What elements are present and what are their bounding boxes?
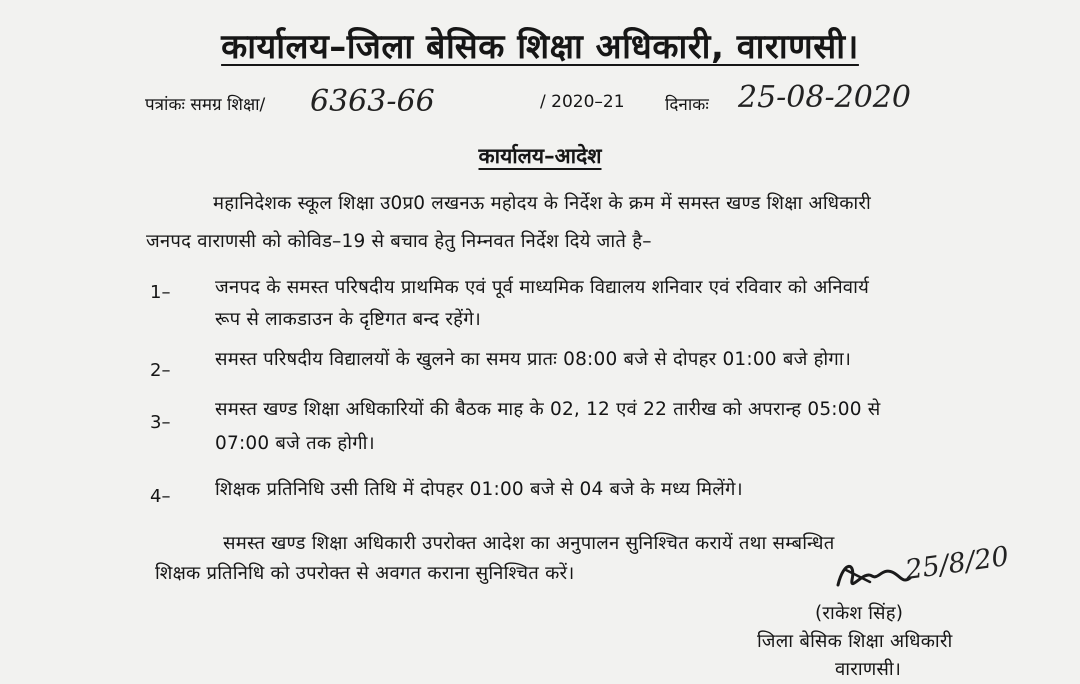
intro-line-1: महानिदेशक स्कूल शिक्षा उ0प्र0 लखनऊ महोदय के निर्देश के क्रम में समस्त खण्ड शिक्षा अधिकारी [213, 193, 871, 214]
intro-line-2: जनपद वाराणसी को कोविड–19 से बचाव हेतु निम्नवत निर्देश दिये जाते है– [146, 231, 652, 252]
item-3-line-1: समस्त खण्ड शिक्षा अधिकारियों की बैठक माह के 02, 12 एवं 22 तारीख को अपरान्ह 05:00 से [215, 399, 881, 420]
order-subheading: कार्यालय–आदेश [478, 144, 602, 168]
item-number-1: 1– [150, 282, 171, 303]
session-year: / 2020–21 [540, 92, 625, 112]
office-heading: कार्यालय–जिला बेसिक शिक्षा अधिकारी, वाराणसी। [221, 27, 859, 67]
closing-line-1: समस्त खण्ड शिक्षा अधिकारी उपरोक्त आदेश का अनुपालन सुनिश्चित करायें तथा सम्बन्धित [223, 533, 835, 554]
date-label: दिनाकः [665, 95, 709, 115]
item-1-line-1: जनपद के समस्त परिषदीय प्राथमिक एवं पूर्व माध्यमिक विद्यालय शनिवार एवं रविवार को अनिवार्य [215, 277, 869, 298]
item-number-2: 2– [150, 360, 171, 381]
item-3-line-2: 07:00 बजे तक होगी। [215, 433, 375, 454]
item-2-line-1: समस्त परिषदीय विद्यालयों के खुलने का समय प्रातः 08:00 बजे से दोपहर 01:00 बजे होगा। [215, 349, 852, 370]
patrank-label: पत्रांकः समग्र शिक्षा/ [145, 95, 266, 115]
signatory-place: वाराणसी। [835, 659, 902, 680]
date-handwritten: 25-08-2020 [738, 80, 911, 115]
item-number-4: 4– [150, 486, 171, 507]
signatory-name: (राकेश सिंह) [815, 603, 904, 624]
patrank-number-handwritten: 6363-66 [310, 84, 435, 119]
item-number-3: 3– [150, 412, 171, 433]
item-4-line-1: शिक्षक प्रतिनिधि उसी तिथि में दोपहर 01:00 बजे से 04 बजे के मध्य मिलेंगे। [215, 479, 743, 500]
signature-date-handwritten: 25/8/20 [903, 540, 1011, 587]
closing-line-2: शिक्षक प्रतिनिधि को उपरोक्त से अवगत कराना सुनिश्चित करें। [155, 563, 575, 584]
signatory-designation: जिला बेसिक शिक्षा अधिकारी [757, 631, 953, 652]
item-1-line-2: रूप से लाकडाउन के दृष्टिगत बन्द रहेंगे। [215, 309, 482, 330]
